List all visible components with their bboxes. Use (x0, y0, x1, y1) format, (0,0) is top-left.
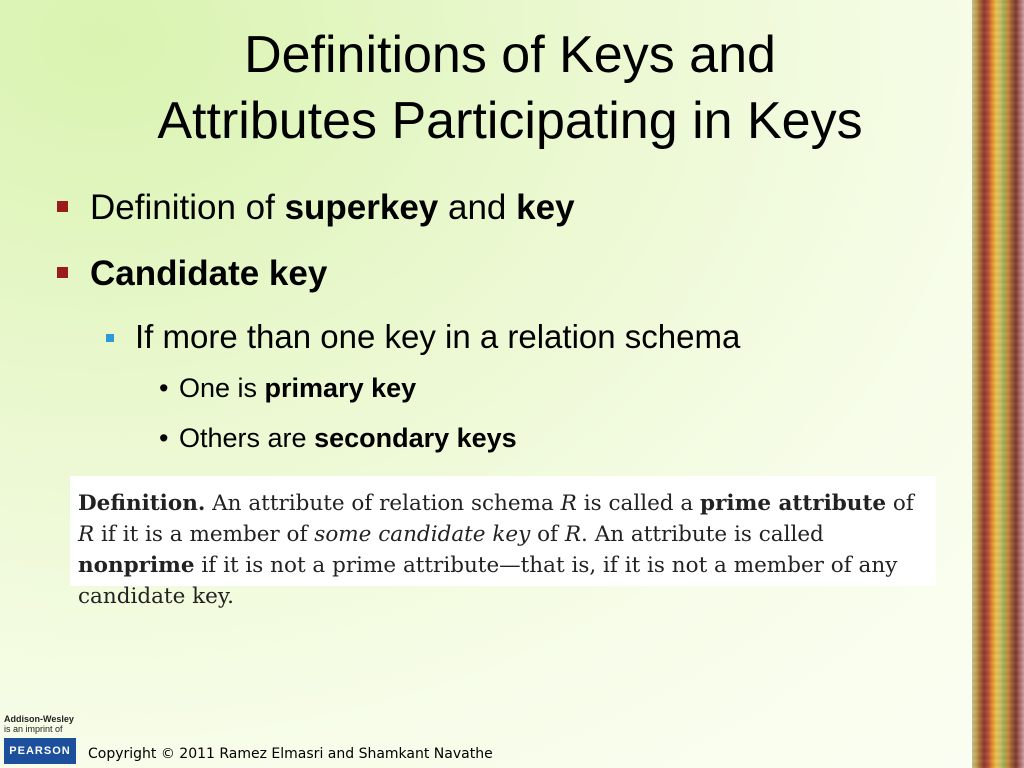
title-line-2: Attributes Participating in Keys (157, 92, 863, 150)
dot-bullet-icon: • (159, 423, 169, 453)
title-line-1: Definitions of Keys and (244, 26, 776, 84)
square-bullet-icon (106, 334, 114, 342)
square-bullet-icon (57, 267, 68, 278)
bullet-superkey: Definition of superkey and key (90, 188, 575, 227)
imprint-text: is an imprint of (4, 724, 63, 734)
copyright-text: Copyright © 2011 Ramez Elmasri and Shamkant Navathe (88, 746, 493, 762)
slide-title (60, 22, 960, 154)
dot-bullet-icon: • (159, 373, 169, 403)
bullet-primary-key: One is primary key (179, 373, 417, 403)
publisher-name: Addison-Wesley (4, 714, 74, 724)
definition-box: Definition. An attribute of relation schema R is called a prime attribute of R if it is a member of some candidate key of R. An attribute is called nonprime if it is not a prime attribute—that is, if it is not a member of any candidate key. (70, 476, 936, 586)
bullet-secondary-keys: Others are secondary keys (179, 423, 517, 453)
pearson-logo: PEARSON (4, 738, 76, 764)
decorative-side-stripe (972, 0, 1024, 768)
bullet-candidate-key: Candidate key (90, 254, 328, 293)
bullet-more-than-one-key: If more than one key in a relation schema (135, 318, 741, 355)
square-bullet-icon (57, 201, 68, 212)
publisher-logo (4, 714, 78, 764)
